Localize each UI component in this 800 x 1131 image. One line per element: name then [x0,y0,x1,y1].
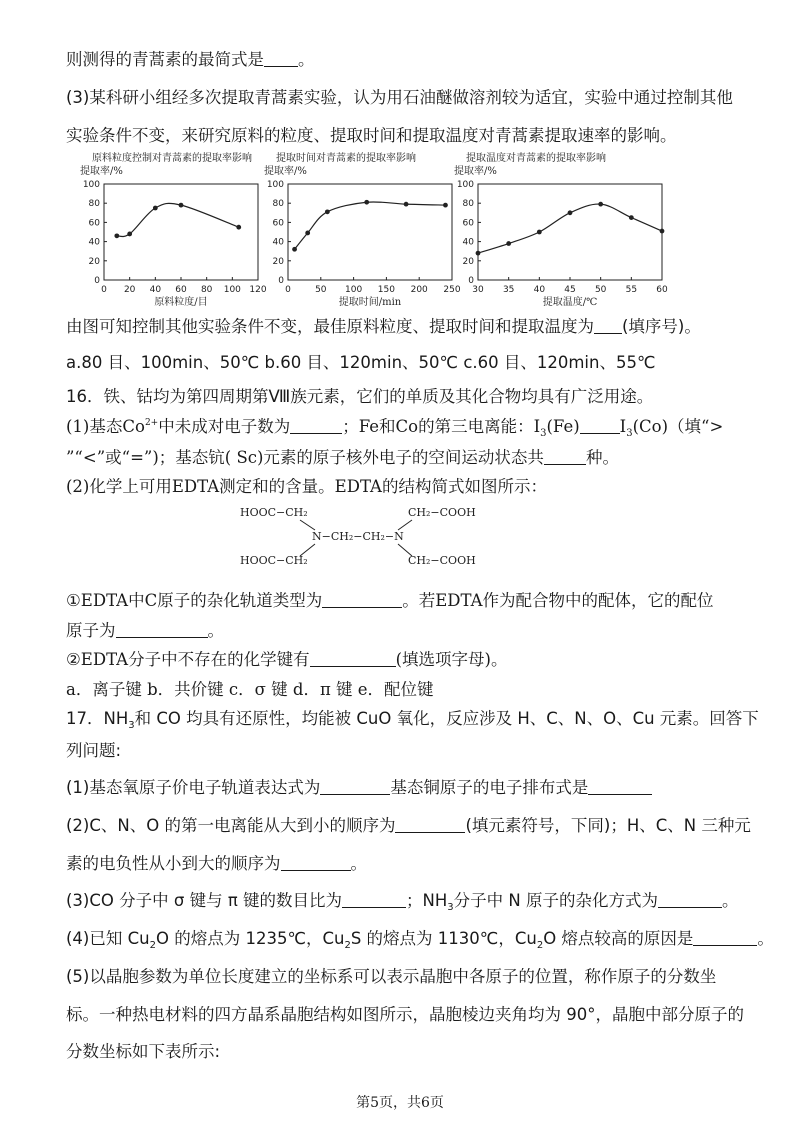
y-tick-label: 100 [82,180,100,190]
data-point [404,202,409,207]
y-tick-label: 80 [88,199,100,210]
x-tick-label: 20 [123,285,136,295]
text-line: ①EDTA中C原子的杂化轨道类型为 。若EDTA作为配合物中的配体，它的配位 [66,591,714,610]
x-tick-label: 50 [594,285,607,295]
text-line: 列问题: [66,741,122,760]
y-tick-label: 80 [462,199,474,210]
x-tick-label: 100 [223,285,241,295]
y-tick-label: 0 [468,276,474,286]
data-point [179,203,184,208]
x-tick-label: 60 [656,285,668,295]
text-line: (1)基态氧原子价电子轨道表达式为 基态铜原子的电子排布式是 [66,780,652,797]
text-line: a．离子键 b．共价键 c．σ 键 d．π 键 e．配位键 [66,680,434,699]
x-axis-label: 提取温度/℃ [542,297,598,308]
y-tick-label: 60 [272,218,284,229]
x-tick-label: 250 [443,285,461,295]
data-point [660,229,665,234]
edta-structure [240,498,490,570]
x-tick-label: 120 [249,285,267,295]
text-line: 原子为 。 [66,621,224,640]
y-tick-label: 80 [272,199,284,210]
data-point [236,225,241,230]
x-tick-label: 40 [533,285,546,295]
x-tick-label: 100 [345,285,363,295]
data-point [443,203,448,208]
chart-title: 提取温度对青蒿素的提取率影响 [466,153,606,164]
y-axis-label: 提取率/% [80,166,123,177]
x-tick-label: 60 [175,285,187,295]
data-point [305,231,310,236]
series-line [117,203,239,236]
edta-group-top-left: HOOC−CH₂ [240,506,308,519]
y-axis-label: 提取率/% [454,166,497,177]
data-point [537,230,542,235]
x-tick-label: 0 [285,285,291,295]
plot-frame [478,184,662,280]
text-line: 分数坐标如下表所示: [66,1042,221,1061]
y-tick-label: 100 [456,180,474,190]
data-point [476,251,481,256]
question-16-title: 16．铁、钴均为第四周期第Ⅷ族元素，它们的单质及其化合物均具有广泛用途。 [66,387,654,406]
text-line: (1)基态$Co^{2+}$中未成对电子数为 ；Fe和Co的第三电离能：$I_3(Fe)$ $I_3(Co)$（填“> [66,417,724,439]
y-tick-label: 40 [272,237,284,248]
series-line [295,202,446,249]
text-line: (4)已知 $Cu_2O$ 的熔点为 1235℃，$Cu_2S$ 的熔点为 1130℃，$Cu_2O$ 熔点较高的原因是 。 [66,929,774,951]
edta-backbone: N−CH₂−CH₂−N [312,530,404,543]
y-tick-label: 0 [278,276,284,286]
data-point [364,200,369,205]
y-tick-label: 0 [94,276,100,286]
data-point [325,209,330,214]
y-tick-label: 60 [88,218,100,229]
data-point [114,233,119,238]
edta-bond [300,520,315,530]
y-tick-label: 20 [272,256,284,267]
x-tick-label: 55 [625,285,638,295]
edta-group-top-right: CH₂−COOH [408,506,476,519]
data-point [568,210,573,215]
page-footer: 第5页，共6页 [356,1095,444,1111]
text-line: ”“<”或“=”)；基态钪( Sc)元素的原子核外电子的空间运动状态共 种。 [66,448,619,467]
x-tick-label: 0 [101,285,107,295]
text-line: 素的电负性从小到大的顺序为 。 [66,854,367,873]
text-line: 则测得的青蒿素的最简式是 。 [66,50,315,69]
y-axis-label: 提取率/% [264,166,307,177]
x-tick-label: 200 [410,285,428,295]
chart-title: 提取时间对青蒿素的提取率影响 [276,153,416,164]
edta-bond [398,520,412,530]
x-tick-label: 35 [502,285,515,295]
text-line: 由图可知控制其他实验条件不变，最佳原料粒度、提取时间和提取温度为 (填序号)。 [66,317,701,336]
y-tick-label: 40 [88,237,100,248]
data-point [153,206,158,211]
text-line: a.80 目、100min、50℃ b.60 目、120min、50℃ c.60 目、120min、55℃ [66,353,656,372]
data-point [598,202,603,207]
y-tick-label: 40 [462,237,474,248]
x-tick-label: 30 [472,285,484,295]
x-tick-label: 45 [564,285,576,295]
plot-frame [288,184,452,280]
text-line: ②EDTA分子中不存在的化学键有 (填选项字母)。 [66,650,508,669]
x-tick-label: 80 [200,285,213,295]
data-point [127,232,132,237]
x-tick-label: 50 [315,285,327,295]
text-line: 实验条件不变，来研究原料的粒度、提取时间和提取温度对青蒿素提取速率的影响。 [66,126,677,145]
question-17-title: 17．$NH_3$和 CO 均具有还原性，均能被 CuO 氧化，反应涉及 H、C、N、O、Cu 元素。回答下 [66,709,759,731]
text-line: (3)某科研小组经多次提取青蒿素实验，认为用石油醚做溶剂较为适宜，实验中通过控制其他 [66,88,733,107]
x-tick-label: 40 [149,285,162,295]
y-tick-label: 100 [266,180,284,190]
text-line: (2)化学上可用EDTA测定和的含量。EDTA的结构简式如图所示： [66,477,547,496]
edta-group-bottom-right: CH₂−COOH [408,554,476,567]
data-point [292,247,297,252]
plot-frame [104,184,258,280]
chart-extraction-time [262,152,462,306]
x-axis-label: 提取时间/min [338,297,402,308]
y-tick-label: 20 [462,256,474,267]
edta-group-bottom-left: HOOC−CH₂ [240,554,308,567]
data-point [506,241,511,246]
text-line: (3)CO 分子中 σ 键与 π 键的数目比为 ；$NH_3$分子中 N 原子的杂化方式为 。 [66,891,739,913]
x-tick-label: 150 [377,285,395,295]
chart-particle-size [78,152,268,306]
y-tick-label: 60 [462,218,474,229]
chart-title: 原料粒度控制对青蒿素的提取率影响 [92,153,252,164]
x-axis-label: 原料粒度/目 [154,297,208,308]
text-line: (5)以晶胞参数为单位长度建立的坐标系可以表示晶胞中各原子的位置，称作原子的分数坐 [66,967,717,986]
chart-extraction-temperature [452,152,672,306]
text-line: 标。一种热电材料的四方晶系晶胞结构如图所示，晶胞棱边夹角均为 90°，晶胞中部分原子的 [66,1005,744,1024]
data-point [629,215,634,220]
text-line: (2)C、N、O 的第一电离能从大到小的顺序为 (填元素符号，下同)；H、C、N 三种元 [66,816,751,835]
y-tick-label: 20 [88,256,100,267]
edta-bond [398,544,412,556]
